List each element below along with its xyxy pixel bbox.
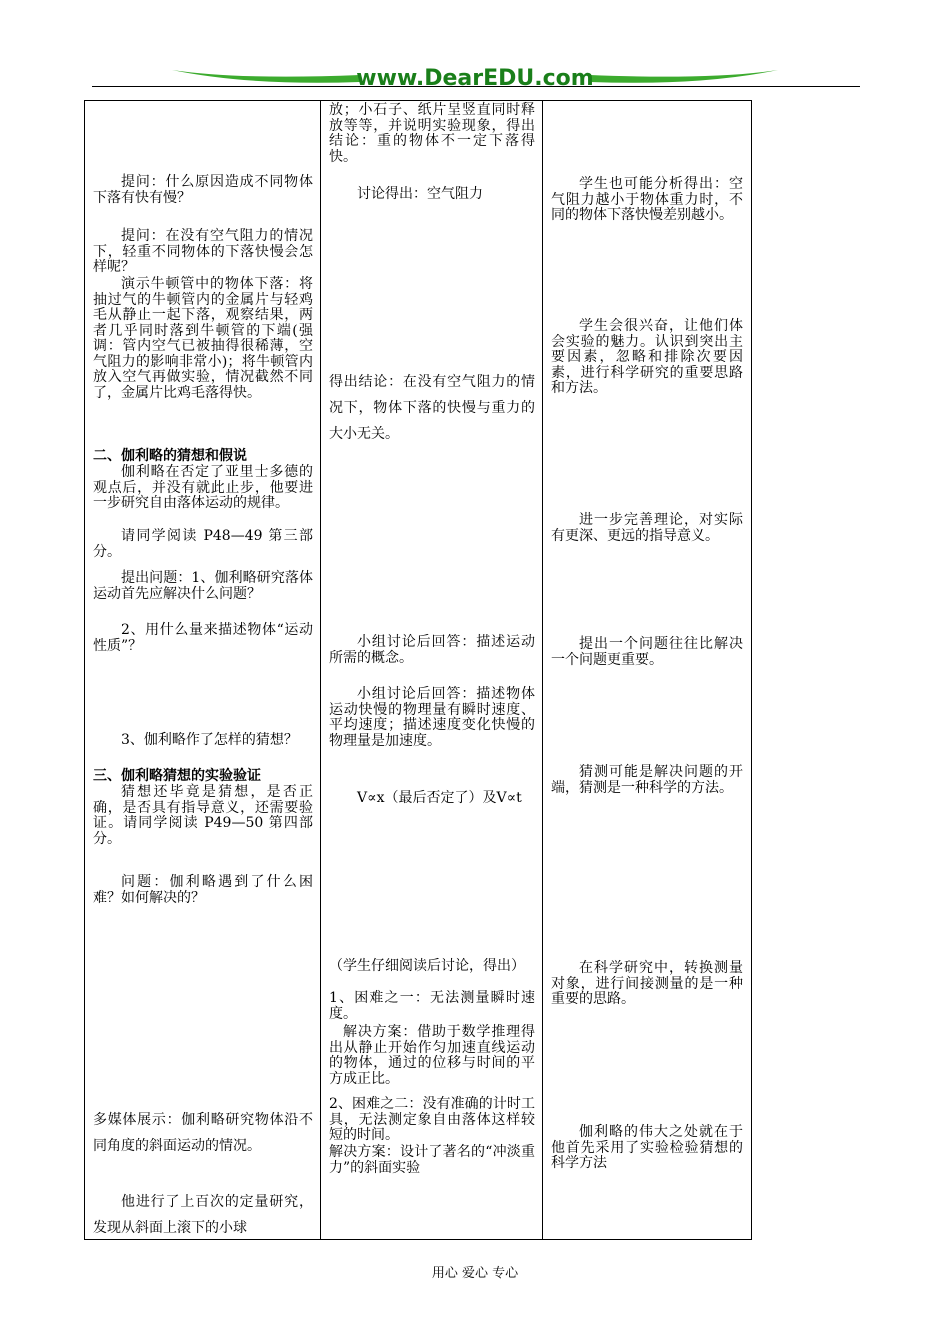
difficulty-1: 1、困难之一：无法测量瞬时速度。 [329,990,535,1022]
student-observation: 放；小石子、纸片呈竖直同时释放等等，并说明实验现象，得出结论：重的物体不一定下落得快。 [329,102,535,165]
site-logo-text: www.DearEDU.com [356,66,594,91]
student-discussion-air: 讨论得出：空气阻力 [357,186,483,202]
quantitative-research: 他进行了上百次的定量研究，发现从斜面上滚下的小球 [93,1194,313,1236]
teacher-question-2: 提问：在没有空气阻力的情况下，轻重不同物体的下落快慢会怎样呢？ [93,228,313,275]
teacher-question-3: 提出问题：1、伽利略研究落体运动首先应解决什么问题？ [93,570,313,602]
galileo-intro: 伽利略在否定了亚里士多德的观点后，并没有就此止步，他要进一步研究自由落体运动的规律。 [93,464,313,511]
note-asking-questions: 提出一个问题往往比解决一个问题更重要。 [551,636,743,668]
note-experiment-charm: 学生会很兴奋，让他们体会实验的魅力。认识到突出主要因素，忽略和排除次要因素，进行科学研究的重要思路和方法。 [551,318,743,396]
right-swoosh [590,70,778,83]
multimedia-display: 多媒体展示：伽利略研究物体沿不同角度的斜面运动的情况。 [93,1112,313,1154]
teacher-question-4: 2、用什么量来描述物体“运动性质”？ [93,622,313,654]
teacher-question-5: 3、伽利略作了怎样的猜想？ [121,732,298,748]
section-3-heading: 三、伽利略猜想的实验验证 [93,768,261,784]
group-answer-2: 小组讨论后回答：描述物体运动快慢的物理量有瞬时速度、平均速度；描述速度变化快慢的物理量是加速度。 [329,686,535,749]
teacher-question-6: 问题：伽利略遇到了什么困难？如何解决的？ [93,874,313,906]
verification-text: 猜想还毕竟是猜想，是否正确，是否具有指导意义，还需要验证。请同学阅读 P49—50 第四部分。 [93,784,313,847]
note-galileo-greatness: 伽利略的伟大之处就在于他首先采用了实验检验猜想的科学方法 [551,1124,743,1171]
teacher-question-1: 提问：什么原因造成不同物体下落有快有慢？ [93,174,313,206]
page-footer: 用心 爱心 专心 [431,1266,519,1281]
group-answer-1: 小组讨论后回答：描述运动所需的概念。 [329,634,535,666]
design-notes-column [543,101,751,1239]
note-indirect-measurement: 在科学研究中，转换测量对象，进行间接测量的是一种重要的思路。 [551,960,743,1007]
lesson-table [84,100,752,1240]
header-banner [170,58,780,98]
note-theory: 进一步完善理论，对实际有更深、更远的指导意义。 [551,512,743,544]
solution-1: 解决方案：借助于数学推理得出从静止开始作匀加速直线运动的物体，通过的位移与时间的平方成正比。 [329,1024,535,1087]
student-conclusion: 得出结论：在没有空气阻力的情况下，物体下落的快慢与重力的大小无关。 [329,374,535,442]
note-air-resistance: 学生也可能分析得出：空气阻力越小于物体重力时，不同的物体下落快慢差别越小。 [551,176,743,223]
section-2-heading: 二、伽利略的猜想和假说 [93,448,247,464]
reading-assignment-1: 请同学阅读 P48—49 第三部分。 [93,528,313,560]
left-swoosh [172,70,360,83]
difficulty-2: 2、困难之二：没有准确的计时工具，无法测定象自由落体这样较短的时间。 [329,1096,535,1143]
solution-2: 解决方案：设计了著名的“冲淡重力”的斜面实验 [329,1144,535,1176]
velocity-hypothesis: V∝x（最后否定了）及V∝t [357,790,522,806]
demo-newton-tube: 演示牛顿管中的物体下落：将抽过气的牛顿管内的金属片与轻鸡毛从静止一起下落，观察结果，两者几乎同时落到牛顿管的下端(强调：管内空气已被抽得很稀薄，空气阻力的影响非常小)；将牛顿管内放入空气再做实验，情况截然不同了，金属片比鸡毛落得快。 [93,276,313,401]
student-reading-note: （学生仔细阅读后讨论，得出） [329,958,525,974]
note-guessing: 猜测可能是解决问题的开端，猜测是一种科学的方法。 [551,764,743,796]
teacher-activity-column [85,101,321,1239]
header-rule [92,86,860,87]
student-activity-column [321,101,543,1239]
